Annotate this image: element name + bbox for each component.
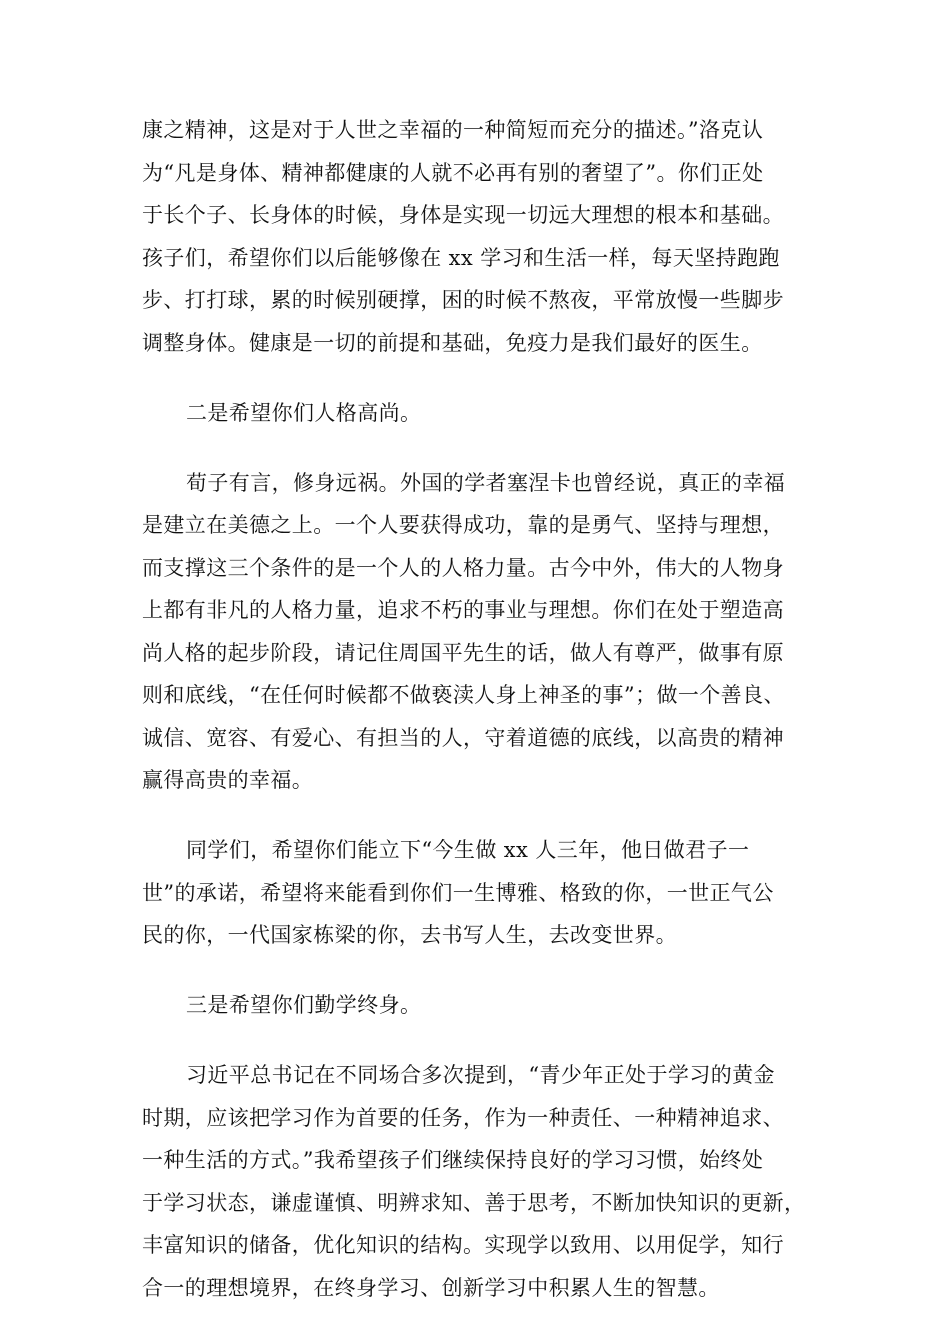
text-line: 同学们，希望你们能立下“今生做 xx 人三年，他日做君子一 xyxy=(186,838,750,862)
text-line: 是建立在美德之上。一个人要获得成功，靠的是勇气、坚持与理想， xyxy=(142,513,784,537)
text-line: 时期，应该把学习作为首要的任务，作为一种责任、一种精神追求、 xyxy=(142,1106,784,1130)
text-line: 习近平总书记在不同场合多次提到，“青少年正处于学习的黄金 xyxy=(186,1063,775,1087)
text-line: 于长个子、长身体的时候，身体是实现一切远大理想的根本和基础。 xyxy=(142,203,784,227)
text-line: 荀子有言，修身远祸。外国的学者塞涅卡也曾经说，真正的幸福 xyxy=(186,471,786,495)
text-line: 步、打打球，累的时候别硬撑，困的时候不熬夜，平常放慢一些脚步 xyxy=(142,288,784,312)
section-heading: 二是希望你们人格高尚。 xyxy=(186,401,422,425)
text-line: 上都有非凡的人格力量，追求不朽的事业与理想。你们在处于塑造高 xyxy=(142,598,784,622)
text-line: 孩子们，希望你们以后能够像在 xx 学习和生活一样，每天坚持跑跑 xyxy=(142,246,780,270)
text-line: 丰富知识的储备，优化知识的结构。实现学以致用、以用促学，知行 xyxy=(142,1233,784,1257)
text-line: 调整身体。健康是一切的前提和基础，免疫力是我们最好的医生。 xyxy=(142,331,763,355)
text-line: 为“凡是身体、精神都健康的人就不必再有别的奢望了”。你们正处 xyxy=(142,161,764,185)
text-line: 民的你，一代国家栋梁的你，去书写人生，去改变世界。 xyxy=(142,923,677,947)
section-heading: 三是希望你们勤学终身。 xyxy=(186,993,422,1017)
text-line: 而支撑这三个条件的是一个人的人格力量。古今中外，伟大的人物身 xyxy=(142,556,784,580)
text-line: 一种生活的方式。”我希望孩子们继续保持良好的学习习惯，始终处 xyxy=(142,1148,764,1172)
text-line: 于学习状态，谦虚谨慎、明辨求知、善于思考，不断加快知识的更新， xyxy=(142,1191,806,1215)
text-line: 赢得高贵的幸福。 xyxy=(142,768,314,792)
text-line: 世”的承诺，希望将来能看到你们一生博雅、格致的你，一世正气公 xyxy=(142,881,774,905)
text-line: 合一的理想境界，在终身学习、创新学习中积累人生的智慧。 xyxy=(142,1276,720,1300)
text-line: 则和底线，“在任何时候都不做亵渎人身上神圣的事”；做一个善良、 xyxy=(142,683,785,707)
text-line: 尚人格的起步阶段，请记住周国平先生的话，做人有尊严，做事有原 xyxy=(142,641,784,665)
text-line: 诚信、宽容、有爱心、有担当的人，守着道德的底线，以高贵的精神 xyxy=(142,726,784,750)
text-line: 康之精神，这是对于人世之幸福的一种简短而充分的描述。”洛克认 xyxy=(142,118,764,142)
